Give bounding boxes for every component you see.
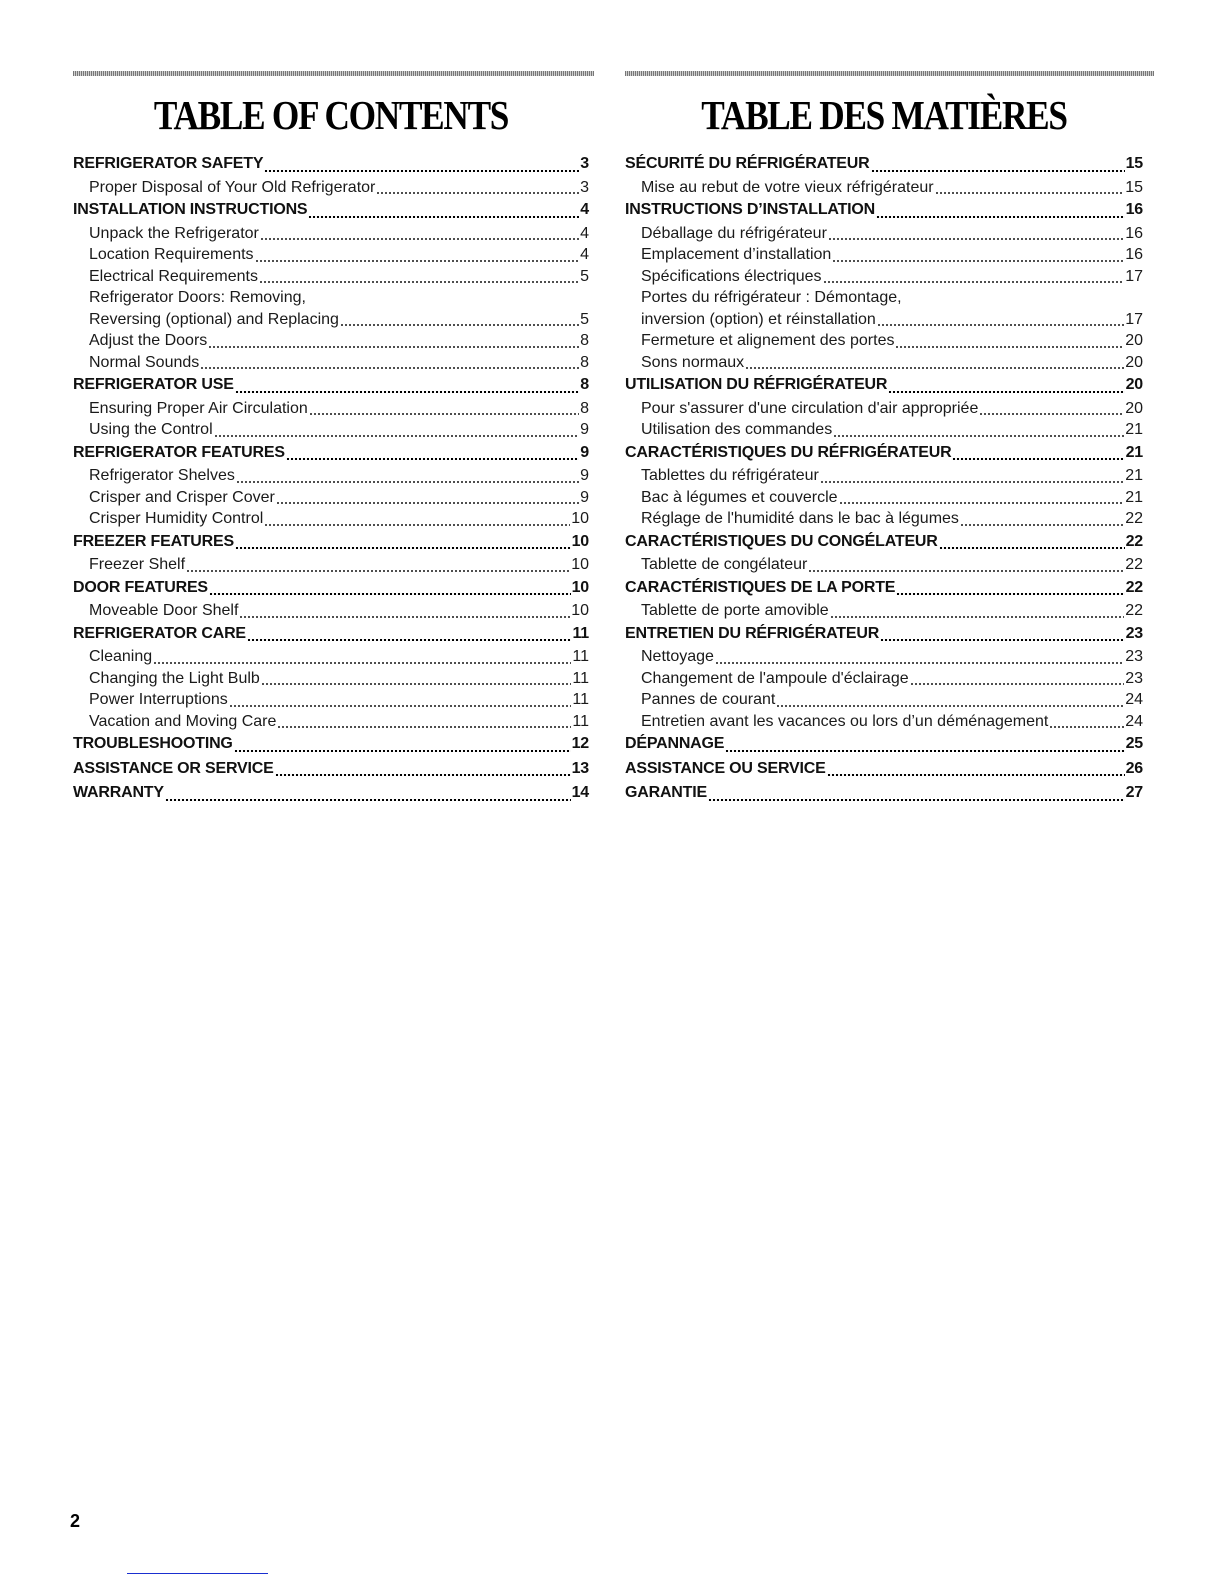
toc-section-entry[interactable] xyxy=(625,622,1143,647)
toc-entry-label: Portes du réfrigérateur : Démontage, xyxy=(641,289,902,306)
toc-entry-label: Cleaning xyxy=(89,648,153,665)
toc-subentry[interactable] xyxy=(625,352,1143,374)
toc-subentry[interactable] xyxy=(73,330,589,352)
toc-section-entry[interactable] xyxy=(625,152,1143,177)
toc-entry-line xyxy=(641,309,1143,331)
toc-page-number: 11 xyxy=(572,691,589,708)
toc-entry-label: Tablette de congélateur xyxy=(641,556,808,573)
toc-section-entry[interactable] xyxy=(73,757,589,782)
toc-page-number: 20 xyxy=(1125,376,1143,393)
dot-leader xyxy=(340,324,579,326)
toc-page-number: 4 xyxy=(580,224,589,242)
toc-section-entry[interactable] xyxy=(625,576,1143,601)
toc-subentry[interactable] xyxy=(625,465,1143,487)
toc-entry-label: Unpack the Refrigerator xyxy=(89,224,259,242)
toc-page-number: 5 xyxy=(580,310,589,328)
toc-entry-label: ENTRETIEN DU RÉFRIGÉRATEUR xyxy=(625,624,880,642)
toc-subentry[interactable] xyxy=(73,398,589,420)
dot-leader xyxy=(234,749,571,752)
toc-section-entry[interactable] xyxy=(73,198,589,223)
toc-subentry[interactable] xyxy=(73,177,589,199)
dot-leader xyxy=(255,260,580,262)
toc-section-entry[interactable] xyxy=(73,576,589,601)
dot-leader xyxy=(229,705,572,707)
toc-page-number: 4 xyxy=(580,201,589,218)
toc-entry-label: Adjust the Doors xyxy=(89,332,208,349)
toc-subentry[interactable] xyxy=(625,600,1143,622)
toc-page-number: 22 xyxy=(1125,578,1143,596)
dot-leader xyxy=(832,260,1124,262)
english-toc-list xyxy=(73,152,589,806)
dot-leader xyxy=(939,546,1125,549)
toc-page-number: 21 xyxy=(1125,443,1143,461)
toc-entry-label: Power Interruptions xyxy=(89,691,228,708)
toc-entry-label: GARANTIE xyxy=(625,784,707,801)
toc-subentry[interactable] xyxy=(625,668,1143,690)
dot-leader xyxy=(1049,726,1124,728)
toc-entry-label-continued: Reversing (optional) and Replacing xyxy=(89,310,339,328)
french-toc-title: TABLE DES MATIÈRES xyxy=(701,92,1067,138)
toc-subentry[interactable] xyxy=(73,287,589,330)
toc-entry-label: Utilisation des commandes xyxy=(641,421,833,438)
dot-leader xyxy=(308,215,579,218)
dot-leader xyxy=(153,662,571,664)
toc-page-number: 20 xyxy=(1125,332,1143,349)
dot-leader xyxy=(239,616,570,618)
toc-page-number: 15 xyxy=(1125,178,1143,196)
toc-page-number: 22 xyxy=(1125,532,1143,550)
toc-entry-label: Spécifications électriques xyxy=(641,267,822,285)
toc-page-number: 26 xyxy=(1125,759,1143,777)
toc-entry-label: Crisper Humidity Control xyxy=(89,510,264,527)
toc-subentry[interactable] xyxy=(73,352,589,374)
toc-entry-label: FREEZER FEATURES xyxy=(73,532,234,550)
toc-entry-label: Using the Control xyxy=(89,421,213,438)
toc-page-number: 8 xyxy=(580,399,589,417)
toc-section-entry[interactable] xyxy=(73,152,589,177)
toc-page-number: 11 xyxy=(572,669,589,687)
toc-subentry[interactable] xyxy=(73,554,589,576)
toc-page-number: 16 xyxy=(1125,224,1143,242)
toc-page-number: 8 xyxy=(580,332,589,349)
toc-subentry[interactable] xyxy=(73,223,589,245)
decorative-rule xyxy=(73,71,594,76)
toc-page-number: 8 xyxy=(580,376,589,393)
toc-entry-label: Mise au rebut de votre vieux réfrigérateur xyxy=(641,178,934,196)
toc-subentry[interactable] xyxy=(625,177,1143,199)
toc-page-number: 10 xyxy=(571,578,589,596)
toc-page-number: 10 xyxy=(571,602,589,619)
toc-page-number: 25 xyxy=(1125,735,1143,752)
toc-entry-label: INSTALLATION INSTRUCTIONS xyxy=(73,201,308,218)
toc-entry-label: Freezer Shelf xyxy=(89,556,186,573)
toc-page-number: 23 xyxy=(1125,669,1143,687)
toc-section-entry[interactable] xyxy=(73,530,589,555)
dot-leader xyxy=(808,570,1124,572)
toc-page-number: 10 xyxy=(571,510,589,527)
toc-subentry[interactable] xyxy=(625,398,1143,420)
toc-entry-label: Tablettes du réfrigérateur xyxy=(641,467,819,484)
toc-page-number: 21 xyxy=(1125,421,1143,438)
toc-entry-label: DOOR FEATURES xyxy=(73,578,208,596)
dot-leader xyxy=(259,281,579,283)
toc-page-number: 10 xyxy=(571,532,589,550)
dot-leader xyxy=(715,662,1124,664)
dot-leader xyxy=(776,705,1124,707)
toc-section-entry[interactable] xyxy=(73,732,589,757)
toc-entry-label: REFRIGERATOR CARE xyxy=(73,624,246,642)
footer-link-underline xyxy=(127,1573,268,1574)
dot-leader xyxy=(264,524,570,526)
toc-entry-label: Vacation and Moving Care xyxy=(89,712,277,730)
toc-subentry[interactable] xyxy=(625,287,1143,330)
toc-entry-label: SÉCURITÉ DU RÉFRIGÉRATEUR xyxy=(625,155,870,172)
toc-page-number: 20 xyxy=(1125,353,1143,371)
toc-subentry[interactable] xyxy=(625,330,1143,352)
toc-section-entry[interactable] xyxy=(625,198,1143,223)
toc-subentry[interactable] xyxy=(73,668,589,690)
toc-subentry[interactable] xyxy=(73,244,589,266)
toc-page-number: 23 xyxy=(1125,648,1143,665)
toc-page-number: 16 xyxy=(1125,246,1143,263)
dot-leader xyxy=(895,346,1124,348)
toc-page-number: 11 xyxy=(572,712,589,730)
toc-page-number: 22 xyxy=(1125,556,1143,573)
toc-subentry[interactable] xyxy=(73,646,589,668)
toc-subentry[interactable] xyxy=(73,600,589,622)
toc-entry-label: Electrical Requirements xyxy=(89,267,258,285)
toc-page-number: 4 xyxy=(580,246,589,263)
toc-subentry[interactable] xyxy=(73,689,589,711)
dot-leader xyxy=(235,390,580,393)
toc-entry-label: Changement de l'ampoule d'éclairage xyxy=(641,669,909,687)
toc-entry-label: Déballage du réfrigérateur xyxy=(641,224,827,242)
toc-page-number: 22 xyxy=(1125,510,1143,527)
toc-subentry[interactable] xyxy=(625,554,1143,576)
dot-leader xyxy=(910,683,1125,685)
toc-page-number: 14 xyxy=(571,784,589,801)
dot-leader xyxy=(725,749,1124,752)
toc-section-entry[interactable] xyxy=(73,622,589,647)
toc-entry-label: Bac à légumes et couvercle xyxy=(641,488,838,506)
dot-leader xyxy=(260,238,579,240)
toc-page-number: 16 xyxy=(1125,201,1143,218)
toc-entry-label: Entretien avant les vacances ou lors d’un déménagement xyxy=(641,712,1049,730)
toc-section-entry[interactable] xyxy=(625,441,1143,466)
dot-leader xyxy=(979,413,1124,415)
dot-leader xyxy=(277,726,571,728)
toc-page-number: 9 xyxy=(580,421,589,438)
toc-subentry[interactable] xyxy=(73,419,589,441)
toc-entry-label: ASSISTANCE OR SERVICE xyxy=(73,759,274,777)
toc-entry-label: Changing the Light Bulb xyxy=(89,669,260,687)
toc-entry-label: CARACTÉRISTIQUES DE LA PORTE xyxy=(625,578,896,596)
dot-leader xyxy=(708,798,1125,801)
dot-leader xyxy=(236,481,579,483)
dot-leader xyxy=(186,570,570,572)
toc-entry-label: ASSISTANCE OU SERVICE xyxy=(625,759,826,777)
toc-entry-label: WARRANTY xyxy=(73,784,164,801)
toc-entry-label-continued: inversion (option) et réinstallation xyxy=(641,310,876,328)
toc-page-number: 21 xyxy=(1125,467,1143,484)
dot-leader xyxy=(823,281,1125,283)
dot-leader xyxy=(960,524,1124,526)
toc-entry-label: TROUBLESHOOTING xyxy=(73,735,233,752)
toc-entry-label: Moveable Door Shelf xyxy=(89,602,239,619)
toc-subentry[interactable] xyxy=(625,419,1143,441)
page-number: 2 xyxy=(70,1511,81,1531)
dot-leader xyxy=(880,638,1125,641)
toc-page-number: 8 xyxy=(580,353,589,371)
toc-page-number: 24 xyxy=(1125,691,1143,708)
dot-leader xyxy=(888,390,1124,393)
toc-entry-label: UTILISATION DU RÉFRIGÉRATEUR xyxy=(625,376,888,393)
toc-entry-label: Tablette de porte amovible xyxy=(641,602,829,619)
dot-leader xyxy=(276,502,579,504)
dot-leader xyxy=(209,592,571,595)
toc-subentry[interactable] xyxy=(625,711,1143,733)
dot-leader xyxy=(745,367,1124,369)
toc-page-number: 20 xyxy=(1125,399,1143,417)
dot-leader xyxy=(896,592,1124,595)
toc-section-entry[interactable] xyxy=(73,373,589,398)
toc-subentry[interactable] xyxy=(73,465,589,487)
english-toc-title: TABLE OF CONTENTS xyxy=(153,92,509,138)
toc-page-number: 13 xyxy=(571,759,589,777)
toc-page-number: 17 xyxy=(1125,267,1143,285)
toc-page-number: 3 xyxy=(580,178,589,196)
toc-section-entry[interactable] xyxy=(73,781,589,806)
toc-page-number: 23 xyxy=(1125,624,1143,642)
dot-leader xyxy=(235,546,571,549)
toc-subentry[interactable] xyxy=(625,508,1143,530)
dot-leader xyxy=(165,798,571,801)
dot-leader xyxy=(833,435,1124,437)
dot-leader xyxy=(275,773,571,776)
toc-subentry[interactable] xyxy=(625,223,1143,245)
toc-entry-label: INSTRUCTIONS D’INSTALLATION xyxy=(625,201,875,218)
dot-leader xyxy=(247,638,572,641)
dot-leader xyxy=(827,773,1125,776)
dot-leader xyxy=(208,346,579,348)
toc-entry-label: DÉPANNAGE xyxy=(625,735,725,752)
dot-leader xyxy=(871,169,1125,172)
toc-entry-label: Nettoyage xyxy=(641,648,714,665)
english-toc-column xyxy=(73,71,589,806)
toc-entry-label: Pour s'assurer d'une circulation d'air appropriée xyxy=(641,399,979,417)
toc-entry-label: Fermeture et alignement des portes xyxy=(641,332,895,349)
toc-page-number: 10 xyxy=(571,556,589,573)
toc-page-number: 17 xyxy=(1125,310,1143,328)
toc-entry-label: REFRIGERATOR USE xyxy=(73,376,234,393)
toc-subentry[interactable] xyxy=(625,487,1143,509)
toc-page-number: 15 xyxy=(1125,155,1143,172)
dot-leader xyxy=(876,215,1125,218)
toc-entry-label: Refrigerator Doors: Removing, xyxy=(89,289,306,306)
toc-entry-label: Location Requirements xyxy=(89,246,254,263)
toc-subentry[interactable] xyxy=(625,689,1143,711)
toc-entry-label: Sons normaux xyxy=(641,353,745,371)
toc-page-number: 9 xyxy=(580,443,589,461)
toc-page-number: 3 xyxy=(580,155,589,172)
toc-entry-label: CARACTÉRISTIQUES DU CONGÉLATEUR xyxy=(625,532,938,550)
toc-page-number: 12 xyxy=(571,735,589,752)
toc-entry-label: Proper Disposal of Your Old Refrigerator xyxy=(89,178,376,196)
toc-section-entry[interactable] xyxy=(625,781,1143,806)
toc-page-number: 9 xyxy=(580,488,589,506)
dot-leader xyxy=(839,502,1125,504)
dot-leader xyxy=(264,169,579,172)
toc-entry-label: Pannes de courant xyxy=(641,691,776,708)
dot-leader xyxy=(820,481,1124,483)
dot-leader xyxy=(286,457,579,460)
dot-leader xyxy=(376,192,579,194)
decorative-rule xyxy=(625,71,1154,76)
toc-entry-line xyxy=(89,309,589,331)
toc-subentry[interactable] xyxy=(73,487,589,509)
toc-section-entry[interactable] xyxy=(625,757,1143,782)
toc-subentry[interactable] xyxy=(73,266,589,288)
dot-leader xyxy=(214,435,579,437)
toc-page-number: 21 xyxy=(1125,488,1143,506)
toc-entry-label: Crisper and Crisper Cover xyxy=(89,488,275,506)
toc-section-entry[interactable] xyxy=(625,373,1143,398)
toc-entry-label: REFRIGERATOR FEATURES xyxy=(73,443,285,461)
toc-section-entry[interactable] xyxy=(625,530,1143,555)
toc-subentry[interactable] xyxy=(625,646,1143,668)
dot-leader xyxy=(309,413,579,415)
dot-leader xyxy=(828,238,1124,240)
toc-subentry[interactable] xyxy=(625,244,1143,266)
toc-subentry[interactable] xyxy=(73,508,589,530)
toc-page-number: 27 xyxy=(1125,784,1143,801)
toc-entry-label: Réglage de l'humidité dans le bac à légumes xyxy=(641,510,959,527)
toc-section-entry[interactable] xyxy=(73,441,589,466)
toc-entry-label: Emplacement d’installation xyxy=(641,246,832,263)
toc-subentry[interactable] xyxy=(73,711,589,733)
toc-page-number: 22 xyxy=(1125,602,1143,619)
french-toc-column xyxy=(625,71,1143,806)
toc-entry-label: Normal Sounds xyxy=(89,353,200,371)
dot-leader xyxy=(935,192,1125,194)
toc-entry-label: Ensuring Proper Air Circulation xyxy=(89,399,308,417)
toc-page-number: 5 xyxy=(580,267,589,285)
toc-entry-label: Refrigerator Shelves xyxy=(89,467,235,484)
toc-entry-label: CARACTÉRISTIQUES DU RÉFRIGÉRATEUR xyxy=(625,443,952,461)
toc-page-number: 11 xyxy=(572,624,589,642)
dot-leader xyxy=(830,616,1125,618)
french-toc-list xyxy=(625,152,1143,806)
toc-page-number: 24 xyxy=(1125,712,1143,730)
toc-page-number: 9 xyxy=(580,467,589,484)
toc-section-entry[interactable] xyxy=(625,732,1143,757)
toc-page-number: 11 xyxy=(572,648,589,665)
dot-leader xyxy=(877,324,1124,326)
dot-leader xyxy=(261,683,572,685)
dot-leader xyxy=(952,457,1124,460)
toc-entry-label: REFRIGERATOR SAFETY xyxy=(73,155,264,172)
toc-subentry[interactable] xyxy=(625,266,1143,288)
dot-leader xyxy=(200,367,579,369)
